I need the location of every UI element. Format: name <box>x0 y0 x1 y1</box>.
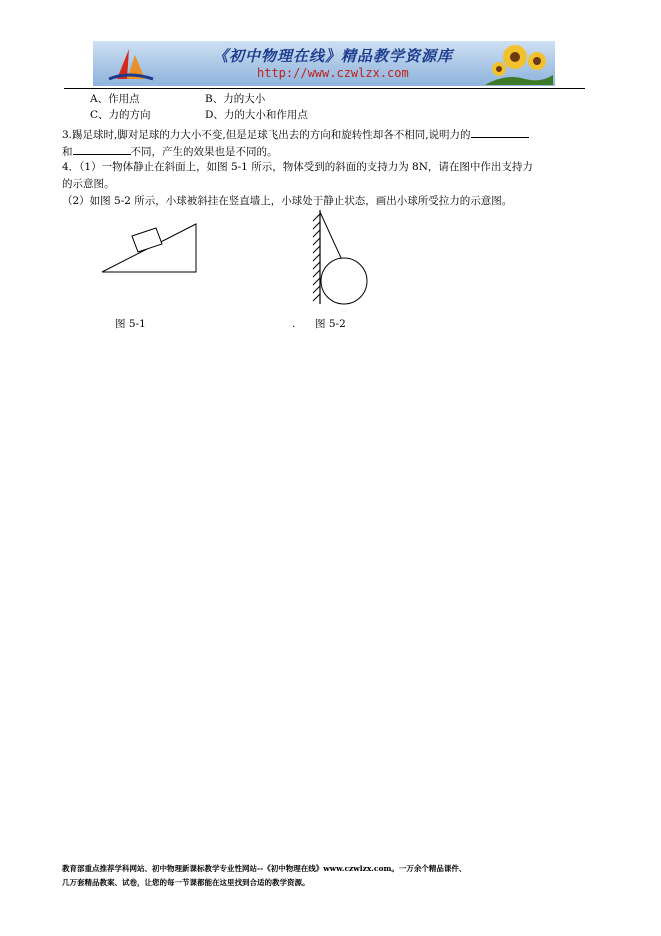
block-on-incline <box>132 228 162 252</box>
option-b: B、力的大小 <box>205 93 266 105</box>
figure-5-2-wall-ball <box>306 208 376 308</box>
option-c: C、力的方向 <box>90 109 151 121</box>
site-logo-icon <box>99 45 159 83</box>
header-banner <box>93 41 555 86</box>
banner-url: http://www.czwlzx.com <box>257 66 409 80</box>
question-4-part2: （2）如图 5-2 所示，小球被斜挂在竖直墙上，小球处于静止状态，画出小球所受拉力的示意图。 <box>62 195 513 207</box>
question-4-part1-line1: 4．（1）一物体静止在斜面上，如图 5-1 所示，物体受到的斜面的支持力为 8N，请在图中作出支持力 <box>62 161 533 173</box>
answer-blank-2[interactable] <box>73 143 131 155</box>
figure-5-1-incline <box>100 218 200 274</box>
stray-dot: . <box>292 318 296 330</box>
question-4-part1-line2: 的示意图。 <box>62 178 115 190</box>
figure-5-2-label: 图 5-2 <box>315 318 346 330</box>
sunflower-icon <box>485 43 553 85</box>
banner-title: 《初中物理在线》精品教学资源库 <box>213 47 454 65</box>
figure-5-1-label: 图 5-1 <box>115 318 146 330</box>
option-a: A、作用点 <box>90 93 140 105</box>
footer-line1: 教育部重点推荐学科网站、初中物理新课标教学专业性网站--《初中物理在线》www.czwlzx.com。一万余个精品课件、 <box>62 864 467 873</box>
string-line <box>320 212 342 260</box>
option-d: D、力的大小和作用点 <box>205 109 308 121</box>
header-rule <box>64 88 585 89</box>
footer-line2: 几万套精品教案、试卷，让您的每一节课都能在这里找到合适的教学资源。 <box>62 878 310 887</box>
ball <box>321 258 367 304</box>
question-3-text: 3.踢足球时,脚对足球的力大小不变,但是足球飞出去的方向和旋转性却各不相同,说明力的 <box>62 129 471 141</box>
question-3-line1 <box>62 126 529 142</box>
question-3-rest: 不同，产生的效果也是不同的。 <box>130 146 278 158</box>
question-3-and: 和 <box>62 146 73 158</box>
answer-blank-1[interactable] <box>471 126 529 138</box>
question-3-line2 <box>62 143 278 159</box>
